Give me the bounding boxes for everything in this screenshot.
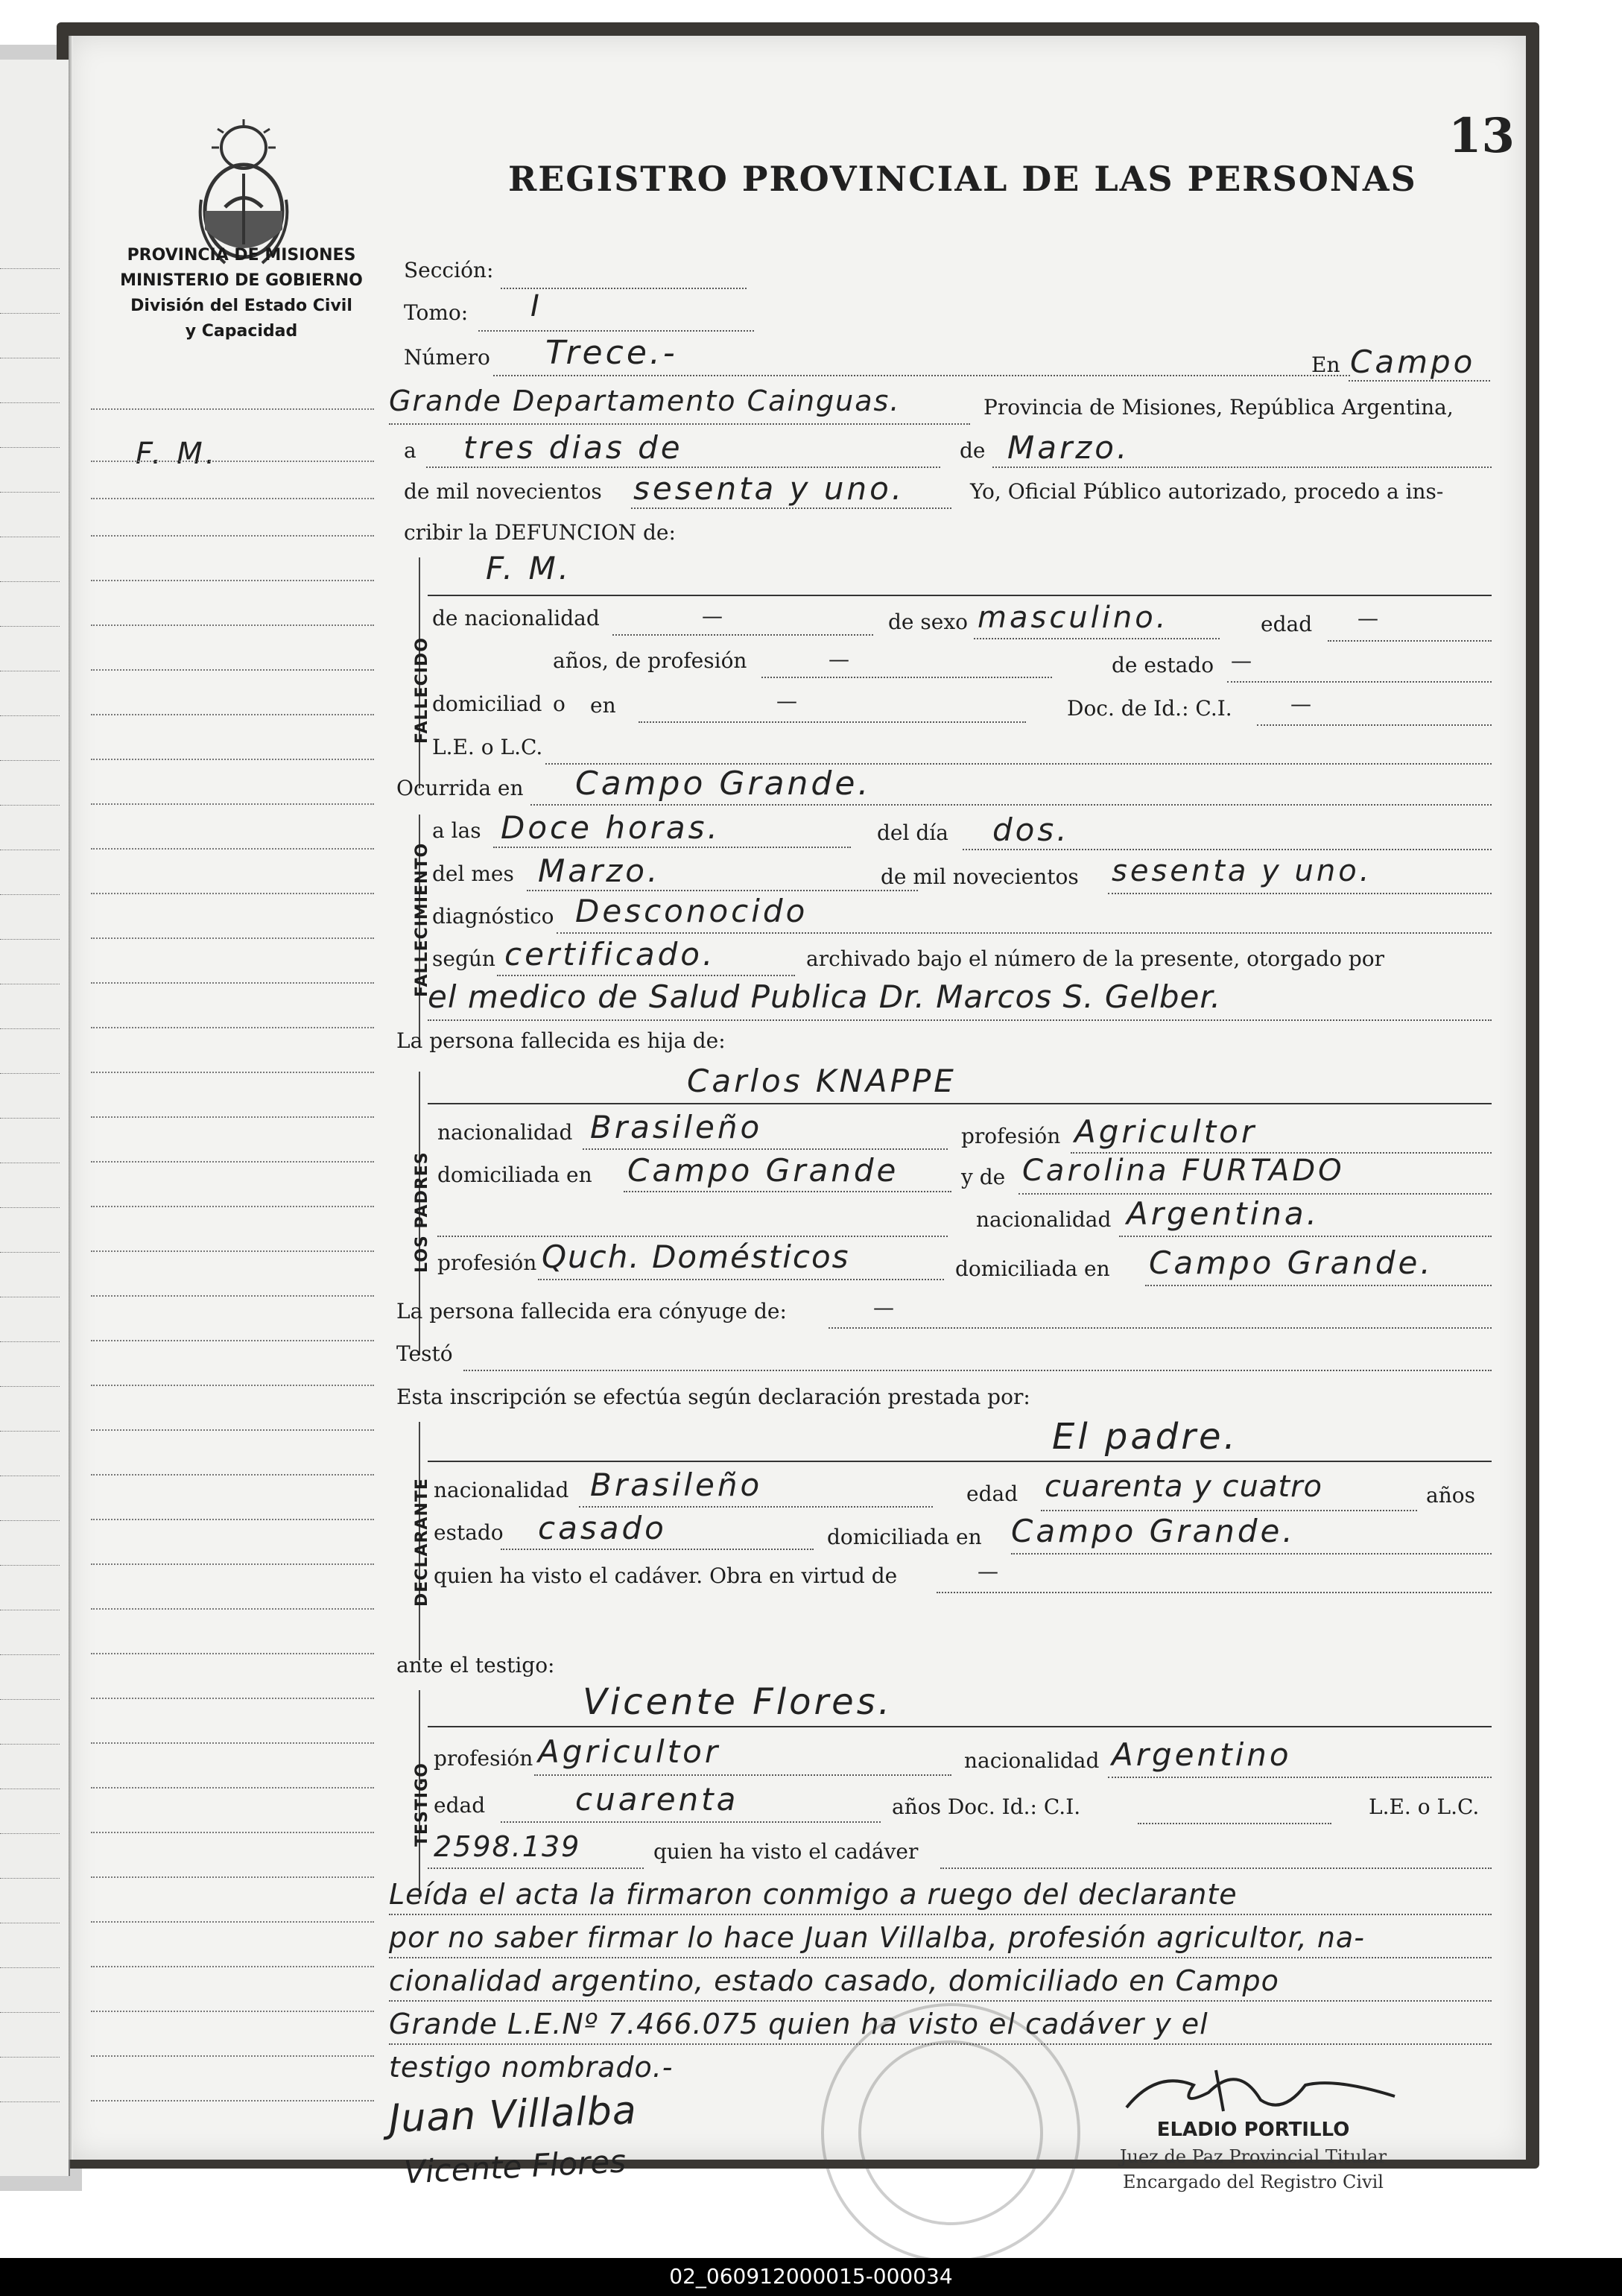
test-profesion-label: profesión [434, 1746, 533, 1771]
section-testigo: TESTIGO [413, 1762, 431, 1847]
edad-value: — [1358, 606, 1378, 630]
hija-de-label: La persona fallecida es hija de: [396, 1028, 726, 1053]
oficial-label: Yo, Oficial Público autorizado, procedo a ins- [970, 479, 1444, 504]
numero-value: Trece.- [545, 334, 678, 372]
note-line-1: Leída el acta la firmaron conmigo a ruego del declarante [389, 1878, 1238, 1911]
note-line-3: cionalidad argentino, estado casado, domiciliado en Campo [389, 1964, 1279, 1997]
declarante-value: El padre. [1052, 1416, 1238, 1458]
conyuge-value: — [873, 1295, 894, 1320]
madre-nacionalidad-value: Argentina. [1127, 1195, 1320, 1232]
archivado-label: archivado bajo el número de la presente, otorgado por [806, 946, 1384, 971]
test-nacionalidad-label: nacionalidad [964, 1748, 1100, 1773]
doc-id-label: Doc. de Id.: C.I. [1067, 696, 1232, 721]
decl-edad-label: edad [966, 1481, 1018, 1506]
anio-f-value: sesenta y uno. [1112, 854, 1372, 888]
testigo-value: Vicente Flores. [583, 1681, 893, 1723]
madre-profesion-label: profesión [437, 1250, 537, 1275]
madre-nombre: Carolina FURTADO [1022, 1154, 1345, 1188]
a-las-label: a las [432, 818, 481, 843]
domicilio-value: — [776, 689, 797, 713]
padre-nombre: Carlos KNAPPE [687, 1063, 957, 1099]
de-mil-nov-label: de mil novecientos [881, 864, 1079, 889]
segun-value: certificado. [504, 936, 716, 973]
official-title-1: Juez de Paz Provincial Titular [1119, 2146, 1387, 2167]
ante-testigo-label: ante el testigo: [396, 1653, 555, 1677]
page-title: REGISTRO PROVINCIAL DE LAS PERSONAS [508, 159, 1417, 199]
mes-value: Marzo. [1007, 429, 1130, 466]
decl-nacionalidad-label: nacionalidad [434, 1478, 569, 1502]
test-edad-label: edad [434, 1793, 486, 1818]
document-id: 02_060912000015-000034 [669, 2264, 953, 2289]
padre-domicilio-label: domiciliada en [437, 1163, 592, 1187]
org-line-3: División del Estado Civil [130, 297, 352, 315]
doc-value: — [1290, 692, 1311, 716]
de-label: de [960, 438, 986, 463]
signature-juan-villalba: Juan Villalba [388, 2088, 638, 2142]
domiciliad-value: o [553, 692, 566, 716]
edad-label: edad [1261, 612, 1313, 636]
del-mes-label: del mes [432, 861, 514, 886]
anos-profesion-label: años, de profesión [553, 648, 747, 673]
official-name: ELADIO PORTILLO [1156, 2119, 1350, 2141]
test-profesion-value: Agricultor [538, 1733, 721, 1770]
test-quien-label: quien ha visto el cadáver [653, 1839, 919, 1864]
decl-nacionalidad-value: Brasileño [590, 1467, 763, 1503]
madre-nacionalidad-label: nacionalidad [976, 1207, 1112, 1232]
le-lc-label: L.E. o L.C. [432, 735, 543, 759]
lugar-value-1: Campo [1350, 344, 1476, 380]
seccion-label: Sección: [404, 258, 494, 282]
de-mil-label: de mil novecientos [404, 479, 602, 504]
provincia-label: Provincia de Misiones, República Argentina, [983, 395, 1454, 420]
padre-profesion-value: Agricultor [1074, 1113, 1258, 1150]
signature-vicente-flores: Vicente Flores [402, 2142, 627, 2191]
test-edad-value: cuarenta [575, 1781, 739, 1818]
del-dia-label: del día [877, 820, 948, 845]
conyuge-label: La persona fallecida era cónyuge de: [396, 1299, 787, 1323]
tomo-label: Tomo: [404, 300, 469, 325]
official-seal-inner [858, 2040, 1043, 2225]
decl-quien-label: quien ha visto el cadáver. Obra en virtud de [434, 1563, 898, 1588]
diagnostico-label: diagnóstico [432, 904, 554, 929]
decl-domicilio-value: Campo Grande. [1011, 1513, 1296, 1549]
dia-value: tres dias de [463, 429, 683, 466]
decl-estado-value: casado [538, 1510, 667, 1546]
test-ci-value: 2598.139 [434, 1830, 581, 1863]
decl-domicilio-label: domiciliada en [827, 1525, 982, 1549]
ocurrida-label: Ocurrida en [396, 776, 524, 800]
padre-profesion-label: profesión [961, 1124, 1061, 1148]
decl-obra-value: — [978, 1559, 998, 1584]
sexo-value: masculino. [978, 601, 1169, 635]
note-line-5: testigo nombrado.- [389, 2051, 674, 2084]
madre-profesion-value: Quch. Domésticos [542, 1239, 850, 1275]
lugar-value-2: Grande Departamento Cainguas. [389, 385, 901, 417]
left-page [0, 60, 70, 2176]
medico-value: el medico de Salud Publica Dr. Marcos S. Gelber. [428, 978, 1222, 1015]
padre-nacionalidad-value: Brasileño [590, 1109, 763, 1145]
estado-label: de estado [1112, 653, 1214, 677]
y-de-label: y de [961, 1165, 1006, 1189]
tomo-value: I [530, 289, 542, 323]
profesion-value: — [829, 647, 849, 671]
diagnostico-value: Desconocido [575, 893, 808, 929]
en-label: En [1311, 352, 1340, 377]
domiciliad-label: domiciliad [432, 692, 542, 716]
padre-nacionalidad-label: nacionalidad [437, 1120, 573, 1145]
section-declarante: DECLARANTE [413, 1478, 431, 1607]
org-line-1: PROVINCIA DE MISIONES [127, 246, 356, 265]
decl-estado-label: estado [434, 1520, 504, 1545]
mes-f-value: Marzo. [538, 853, 661, 889]
footer-bar [0, 2258, 1622, 2296]
hora-value: Doce horas. [501, 809, 720, 846]
madre-domicilio-value: Campo Grande. [1149, 1245, 1433, 1281]
fallecido-nombre: F. M. [486, 550, 572, 586]
section-fallecimiento: FALLECIMIENTO [413, 842, 431, 997]
note-line-2: por no saber firmar lo hace Juan Villalba, profesión agricultor, na- [389, 1921, 1365, 1954]
madre-domicilio-label: domiciliada en [955, 1256, 1110, 1281]
test-doc-label: años Doc. Id.: C.I. [892, 1794, 1081, 1819]
a-label: a [404, 438, 416, 463]
page-number: 13 [1448, 108, 1515, 164]
numero-label: Número [404, 345, 490, 370]
nacionalidad-label: de nacionalidad [432, 606, 600, 630]
register-page [69, 36, 1526, 2192]
anio-value: sesenta y uno. [633, 470, 905, 507]
section-padres: LOS PADRES [413, 1151, 431, 1273]
decl-edad-value: cuarenta y cuatro [1045, 1470, 1323, 1504]
org-line-2: MINISTERIO DE GOBIERNO [120, 271, 363, 290]
test-le-lc-label: L.E. o L.C. [1369, 1794, 1480, 1819]
ocurrida-value: Campo Grande. [575, 765, 872, 803]
segun-label: según [432, 946, 495, 971]
inscripcion-label: Esta inscripción se efectúa según declaración prestada por: [396, 1385, 1030, 1409]
margin-note: F. M. [136, 437, 218, 471]
testo-label: Testó [396, 1341, 453, 1366]
org-line-4: y Capacidad [185, 322, 298, 341]
official-title-2: Encargado del Registro Civil [1123, 2172, 1384, 2192]
section-fallecido: FALLECIDO [413, 637, 431, 744]
test-nacionalidad-value: Argentino [1112, 1736, 1292, 1773]
dia-f-value: dos. [992, 812, 1070, 848]
padre-domicilio-value: Campo Grande [627, 1152, 899, 1189]
nacionalidad-value: — [702, 604, 723, 628]
inscribir-label: cribir la DEFUNCION de: [404, 520, 676, 545]
organization-header [92, 243, 390, 344]
estado-value: — [1231, 648, 1252, 673]
note-line-4: Grande L.E.Nº 7.466.075 quien ha visto el cadáver y el [389, 2008, 1208, 2040]
en-label-2: en [590, 693, 616, 718]
sexo-label: de sexo [888, 610, 968, 634]
decl-anos-label: años [1426, 1483, 1475, 1508]
